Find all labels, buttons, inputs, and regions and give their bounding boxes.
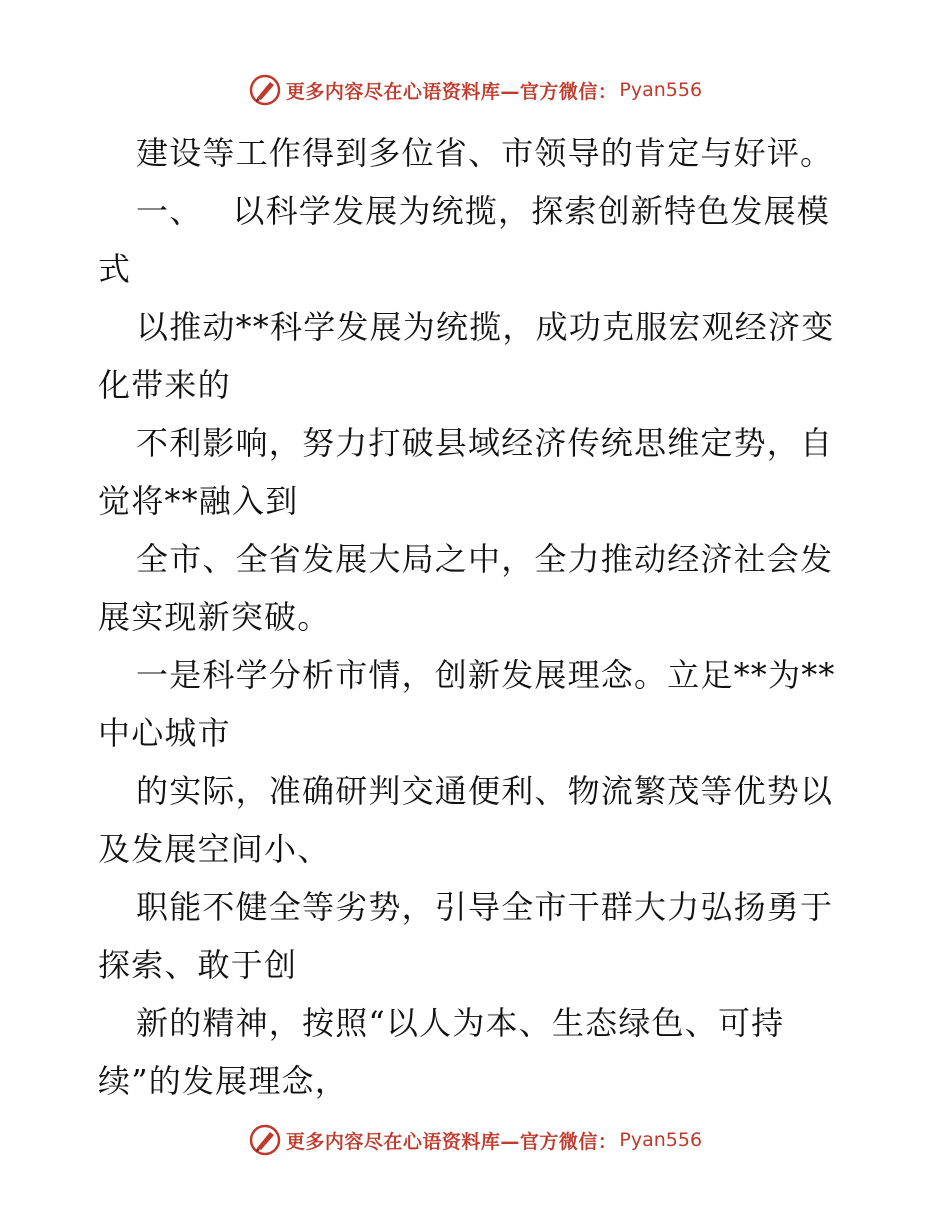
watermark-footer bbox=[0, 1120, 950, 1160]
pen-logo-icon bbox=[248, 73, 282, 107]
section-heading bbox=[98, 182, 858, 240]
paragraph-line: 职能不健全等劣势，引导全市干群大力弘扬勇于 bbox=[136, 888, 834, 926]
paragraph-line: 续”的发展理念， bbox=[98, 1062, 348, 1100]
section-heading-continuation: 式 bbox=[98, 250, 132, 288]
section-number: 一、 bbox=[136, 192, 203, 230]
watermark-header bbox=[0, 70, 950, 110]
paragraph-line: 的实际，准确研判交通便利、物流繁茂等优势以 bbox=[136, 772, 834, 810]
watermark-wechat-id: Pyan556 bbox=[619, 1129, 703, 1151]
watermark-text: 更多内容尽在心语资料库—官方微信： bbox=[285, 80, 618, 103]
paragraph-line: 觉将**融入到 bbox=[98, 482, 299, 520]
paragraph-line: 建设等工作得到多位省、市领导的肯定与好评。 bbox=[136, 134, 834, 172]
document-body bbox=[98, 124, 858, 1110]
paragraph-line: 中心城市 bbox=[98, 714, 231, 752]
paragraph-line: 展实现新突破。 bbox=[98, 598, 331, 636]
pen-logo-icon bbox=[248, 1123, 282, 1157]
paragraph-line: 不利影响，努力打破县域经济传统思维定势，自 bbox=[136, 424, 834, 462]
section-title: 以科学发展为统揽，探索创新特色发展模 bbox=[232, 192, 831, 230]
paragraph-line: 全市、全省发展大局之中，全力推动经济社会发 bbox=[136, 540, 834, 578]
paragraph-line: 化带来的 bbox=[98, 366, 231, 404]
paragraph-line: 探索、敢于创 bbox=[98, 946, 298, 984]
paragraph-line: 一是科学分析市情，创新发展理念。立足**为** bbox=[136, 656, 836, 694]
watermark-text: 更多内容尽在心语资料库—官方微信： bbox=[285, 1130, 618, 1153]
paragraph-line: 新的精神，按照“以人为本、生态绿色、可持 bbox=[136, 1004, 785, 1042]
paragraph-line: 及发展空间小、 bbox=[98, 830, 331, 868]
watermark-wechat-id: Pyan556 bbox=[619, 79, 703, 101]
paragraph-line: 以推动**科学发展为统揽，成功克服宏观经济变 bbox=[136, 308, 835, 346]
